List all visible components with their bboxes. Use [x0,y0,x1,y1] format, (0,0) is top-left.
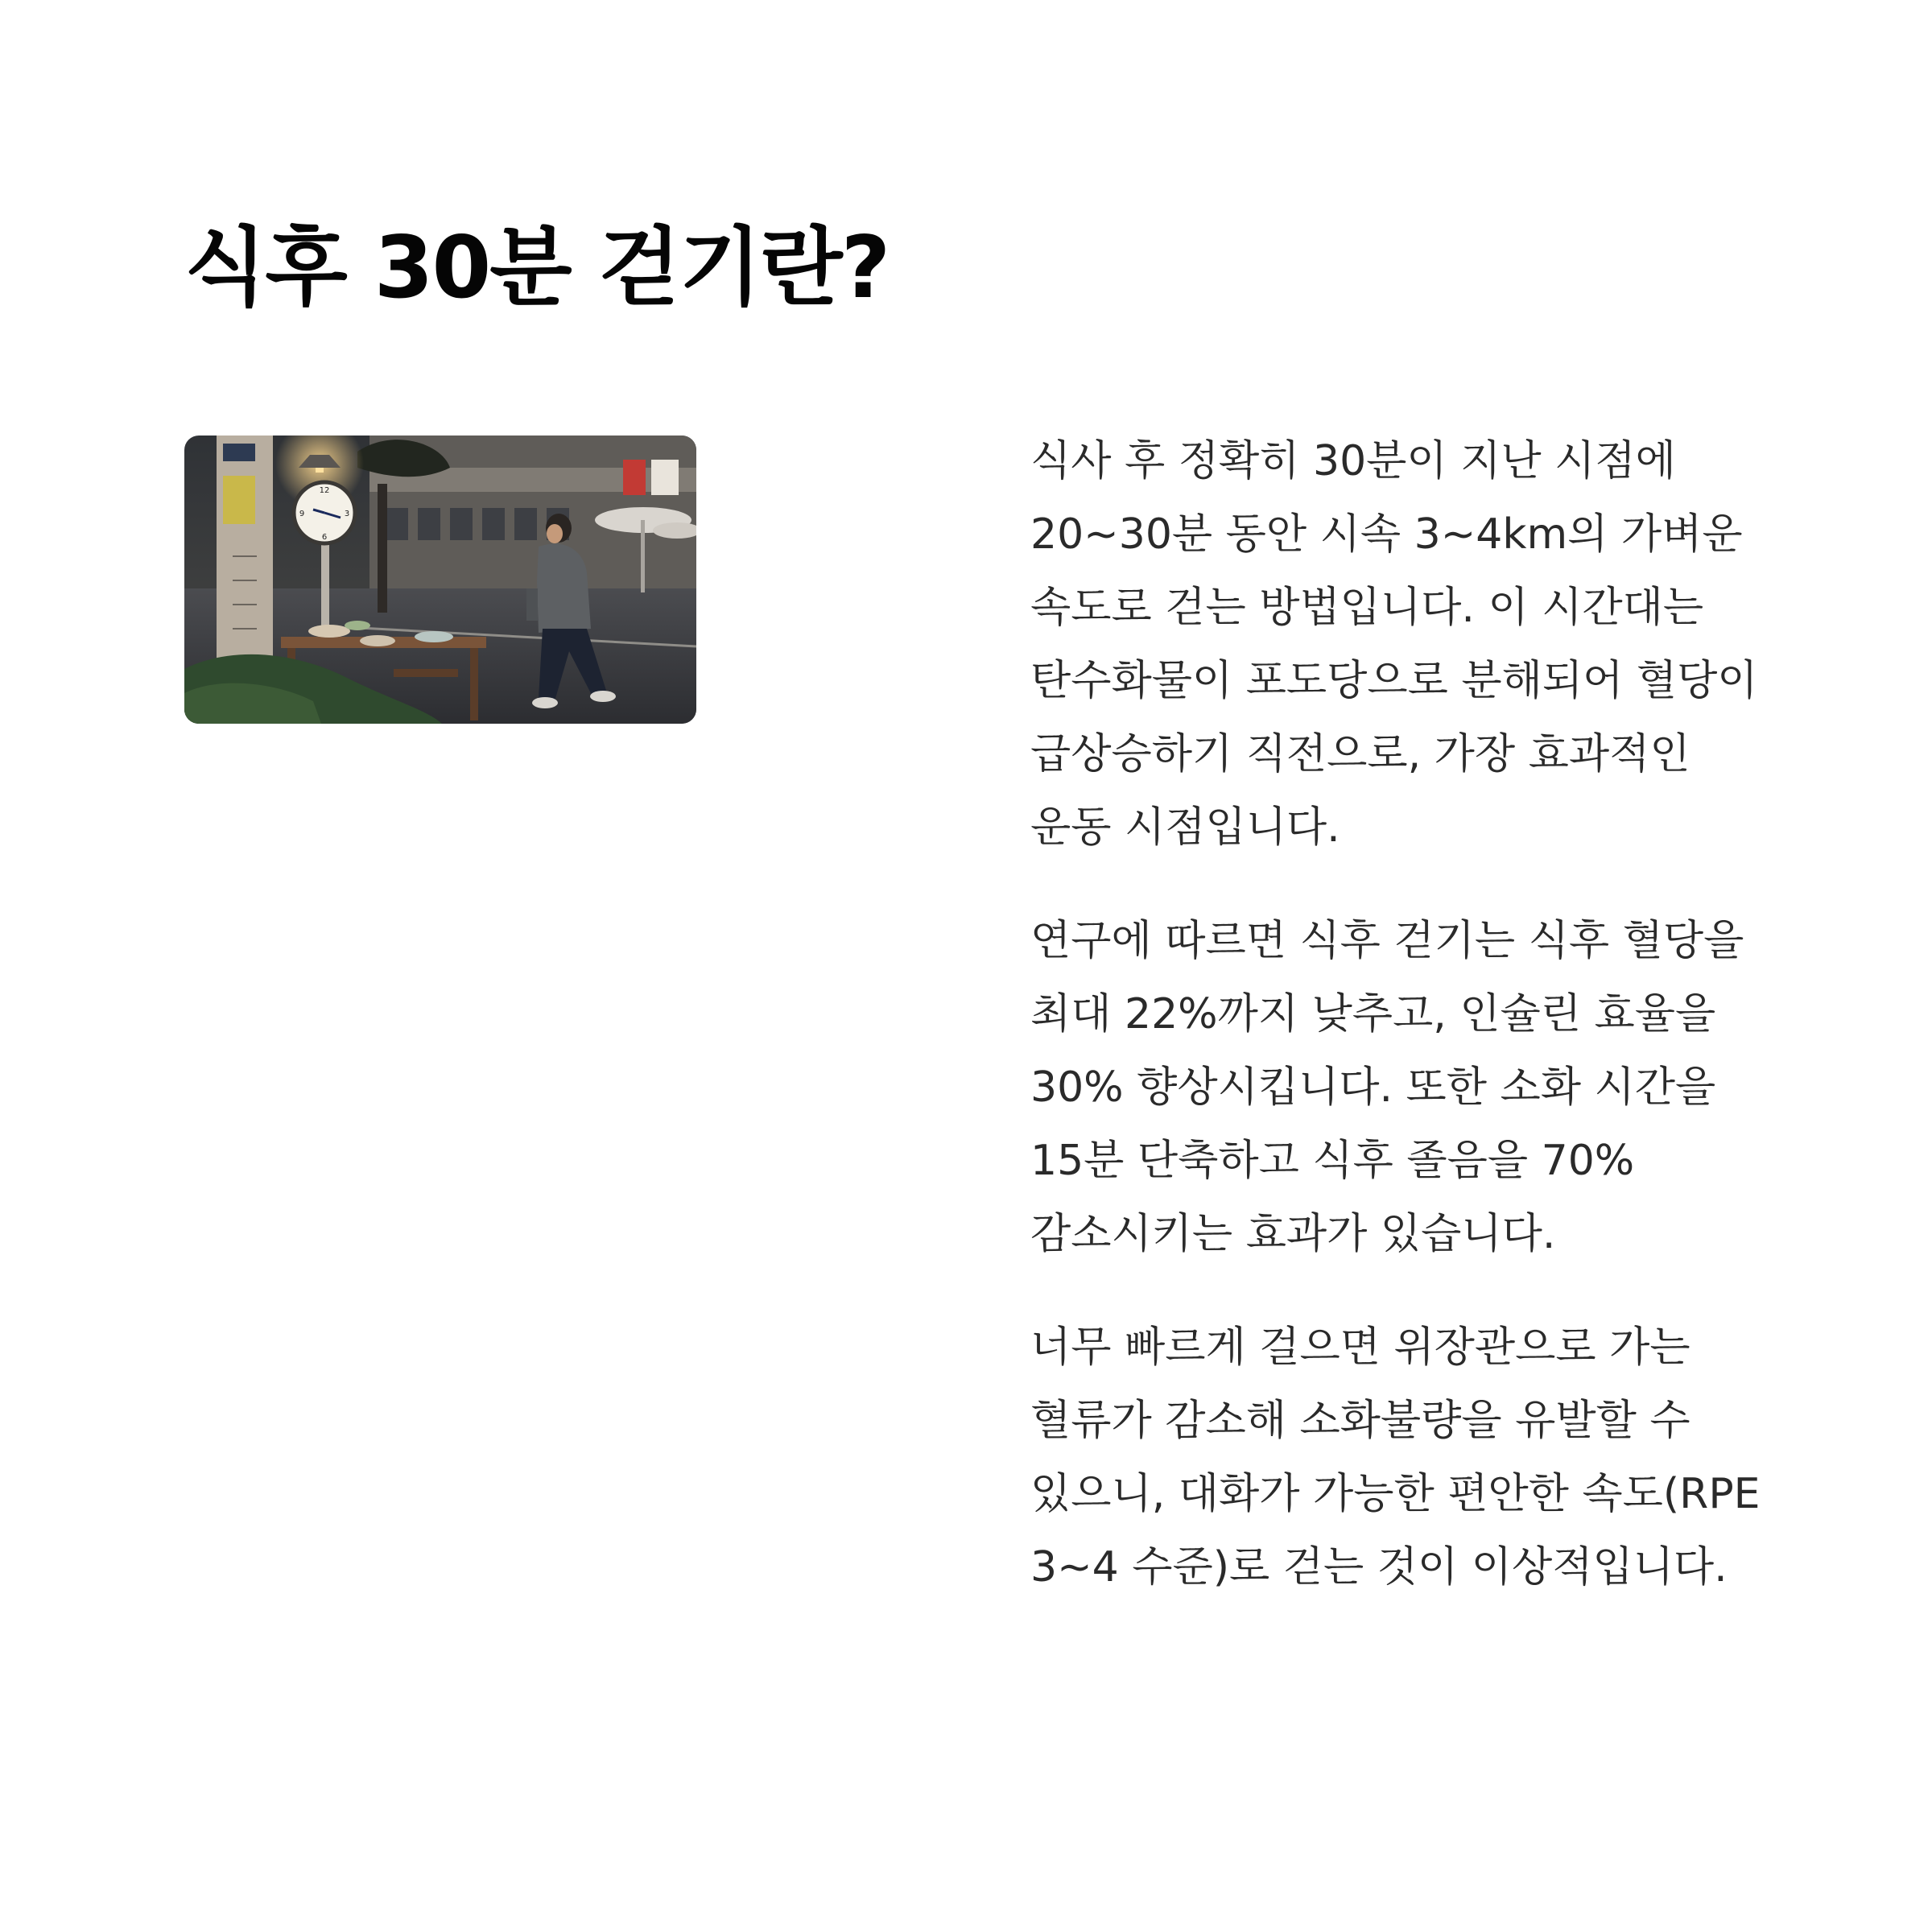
page-title: 식후 30분 걷기란? [184,218,890,317]
paragraph-definition: 식사 후 정확히 30분이 지난 시점에 20~30분 동안 시속 3~4km의 가벼운 속도로 걷는 방법입니다. 이 시간대는 탄수화물이 포도당으로 분해되어 혈당이 급상승하기 직전으로, 가장 효과적인 운동 시점입니다. [1030,437,1758,852]
paragraph-caution: 너무 빠르게 걸으면 위장관으로 가는 혈류가 감소해 소화불량을 유발할 수 있으니, 대화가 가능한 편안한 속도(RPE 3~4 수준)로 걷는 것이 이상적입니다. [1030,1323,1761,1591]
clock-number-6: 6 [321,533,328,542]
clock-number-12: 12 [319,486,330,495]
paragraph-research: 연구에 따르면 식후 걷기는 식후 혈당을 최대 22%까지 낮추고, 인슐린 효율을 30% 향상시킵니다. 또한 소화 시간을 15분 단축하고 식후 졸음을 70% 감소시키는 효과가 있습니다. [1030,917,1744,1258]
clock-number-3: 3 [344,510,350,518]
photo-icon [184,436,696,724]
article-body [1030,425,1771,1645]
street-walking-photo [184,436,696,724]
clock-number-9: 9 [299,510,305,518]
